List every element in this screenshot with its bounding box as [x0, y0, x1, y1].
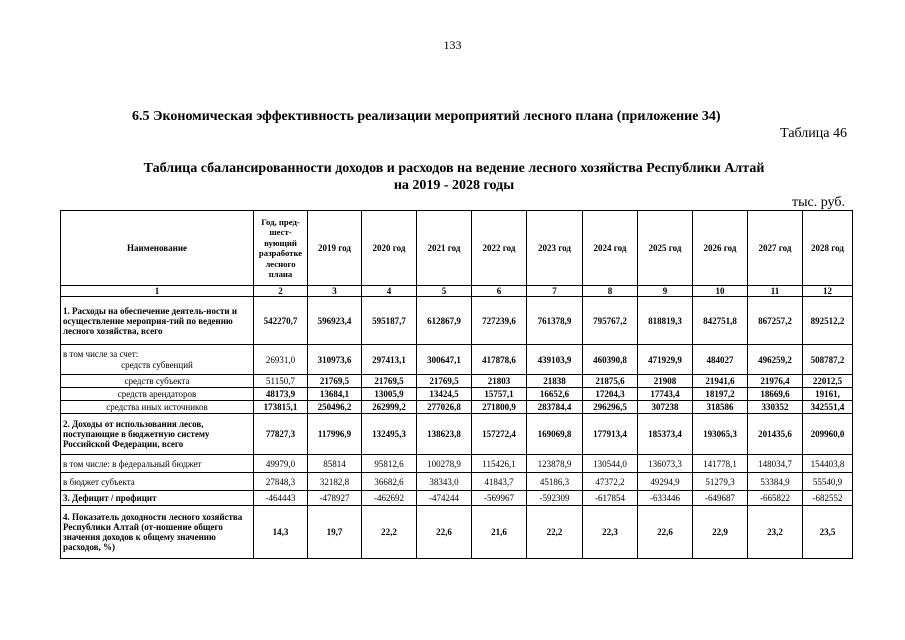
- cell-value: 47372,2: [583, 473, 638, 491]
- header-previous-year: Год, пред-шест-вующий разработке лесного плана: [254, 211, 308, 286]
- cell-value: 49294,9: [638, 473, 693, 491]
- cell-value: 51279,3: [693, 473, 748, 491]
- balance-table: [60, 210, 853, 559]
- cell-value: 484027: [693, 345, 748, 375]
- cell-value: 148034,7: [748, 455, 803, 473]
- cell-value: -478927: [308, 491, 362, 506]
- row-name-prefix: в том числе за счет:: [63, 348, 139, 359]
- cell-value: 51150,7: [254, 375, 308, 388]
- cell-value: 18197,2: [693, 388, 748, 401]
- section-title: 6.5 Экономическая эффективность реализации мероприятий лесного плана (приложение 34): [132, 109, 721, 124]
- cell-value: -464443: [254, 491, 308, 506]
- cell-value: 310973,6: [308, 345, 362, 375]
- page-number: 133: [443, 38, 462, 52]
- header-year: 2022 год: [472, 211, 527, 286]
- cell-value: 892512,2: [803, 297, 853, 345]
- cell-value: -617854: [583, 491, 638, 506]
- cell-value: 417878,6: [472, 345, 527, 375]
- cell-value: 154403,8: [803, 455, 853, 473]
- cell-value: 22,6: [417, 506, 472, 559]
- cell-value: 21803: [472, 375, 527, 388]
- cell-value: 22,2: [362, 506, 417, 559]
- cell-value: 38343,0: [417, 473, 472, 491]
- row-name: 2. Доходы от использования лесов, поступающие в бюджетную систему Российской Федерации, всего: [61, 414, 254, 455]
- cell-value: 21838: [527, 375, 583, 388]
- cell-value: 297413,1: [362, 345, 417, 375]
- cell-value: 117996,9: [308, 414, 362, 455]
- cell-value: 21769,5: [308, 375, 362, 388]
- cell-value: 21976,4: [748, 375, 803, 388]
- cell-value: 818819,3: [638, 297, 693, 345]
- cell-value: 48173,9: [254, 388, 308, 401]
- cell-value: 136073,3: [638, 455, 693, 473]
- table-row: [61, 388, 853, 401]
- cell-value: 250496,2: [308, 401, 362, 414]
- cell-value: 307238: [638, 401, 693, 414]
- units-label: тыс. руб.: [792, 195, 845, 210]
- cell-value: 318586: [693, 401, 748, 414]
- header-name: Наименование: [61, 211, 254, 286]
- cell-value: 542270,7: [254, 297, 308, 345]
- col-index: 3: [308, 286, 362, 297]
- col-index: 2: [254, 286, 308, 297]
- cell-value: 53384,9: [748, 473, 803, 491]
- col-index: 7: [527, 286, 583, 297]
- row-name: в бюджет субъекта: [61, 473, 254, 491]
- cell-value: 16652,6: [527, 388, 583, 401]
- col-index: 4: [362, 286, 417, 297]
- cell-value: 342551,4: [803, 401, 853, 414]
- cell-value: 27848,3: [254, 473, 308, 491]
- cell-value: 201435,6: [748, 414, 803, 455]
- table-number: Таблица 46: [780, 126, 847, 141]
- table-row: [61, 375, 853, 388]
- cell-value: -649687: [693, 491, 748, 506]
- cell-value: 21941,6: [693, 375, 748, 388]
- header-year: 2024 год: [583, 211, 638, 286]
- cell-value: 32182,8: [308, 473, 362, 491]
- cell-value: 761378,9: [527, 297, 583, 345]
- cell-value: 19,7: [308, 506, 362, 559]
- cell-value: 277026,8: [417, 401, 472, 414]
- cell-value: -592309: [527, 491, 583, 506]
- table-title-line2: на 2019 - 2028 годы: [393, 178, 515, 193]
- cell-value: 193065,3: [693, 414, 748, 455]
- cell-value: 100278,9: [417, 455, 472, 473]
- cell-value: 209960,0: [803, 414, 853, 455]
- cell-value: -474244: [417, 491, 472, 506]
- row-name: 3. Дефицит / профицит: [61, 491, 254, 506]
- cell-value: -633446: [638, 491, 693, 506]
- cell-value: -665822: [748, 491, 803, 506]
- cell-value: 185373,4: [638, 414, 693, 455]
- table-row: [61, 297, 853, 345]
- cell-value: 13684,1: [308, 388, 362, 401]
- header-year: 2021 год: [417, 211, 472, 286]
- cell-value: 471929,9: [638, 345, 693, 375]
- header-row: [61, 211, 853, 286]
- header-year: 2027 год: [748, 211, 803, 286]
- col-index: 6: [472, 286, 527, 297]
- cell-value: 55540,9: [803, 473, 853, 491]
- header-year: 2025 год: [638, 211, 693, 286]
- cell-value: 22,2: [527, 506, 583, 559]
- table-row: [61, 491, 853, 506]
- row-name: в том числе: в федеральный бюджет: [61, 455, 254, 473]
- cell-value: 22,6: [638, 506, 693, 559]
- row-name: [61, 345, 254, 375]
- cell-value: 795767,2: [583, 297, 638, 345]
- cell-value: -682552: [803, 491, 853, 506]
- cell-value: 14,3: [254, 506, 308, 559]
- cell-value: 77827,3: [254, 414, 308, 455]
- row-name: 4. Показатель доходности лесного хозяйства Республики Алтай (от-ношение общего значения доходов к общему значению расходов, %): [61, 506, 254, 559]
- table-title-line1: Таблица сбалансированности доходов и расходов на ведение лесного хозяйства Республики Алтай: [143, 161, 765, 176]
- cell-value: 596923,4: [308, 297, 362, 345]
- header-year: 2026 год: [693, 211, 748, 286]
- cell-value: -462692: [362, 491, 417, 506]
- cell-value: 95812,6: [362, 455, 417, 473]
- cell-value: 508787,2: [803, 345, 853, 375]
- table-row: [61, 455, 853, 473]
- cell-value: 177913,4: [583, 414, 638, 455]
- row-name: средств субъекта: [61, 375, 254, 388]
- cell-value: 296296,5: [583, 401, 638, 414]
- cell-value: 49979,0: [254, 455, 308, 473]
- cell-value: 17204,3: [583, 388, 638, 401]
- header-year: 2019 год: [308, 211, 362, 286]
- row-name-sub: средств субвенций: [121, 359, 193, 370]
- col-index: 1: [61, 286, 254, 297]
- table-row: [61, 414, 853, 455]
- cell-value: 19161,: [803, 388, 853, 401]
- cell-value: 330352: [748, 401, 803, 414]
- row-name: средств арендаторов: [61, 388, 254, 401]
- cell-value: 21769,5: [417, 375, 472, 388]
- cell-value: 45186,3: [527, 473, 583, 491]
- cell-value: 22,3: [583, 506, 638, 559]
- cell-value: 123878,9: [527, 455, 583, 473]
- cell-value: 157272,4: [472, 414, 527, 455]
- cell-value: 141778,1: [693, 455, 748, 473]
- cell-value: 867257,2: [748, 297, 803, 345]
- cell-value: 115426,1: [472, 455, 527, 473]
- cell-value: 439103,9: [527, 345, 583, 375]
- cell-value: 23,5: [803, 506, 853, 559]
- cell-value: 85814: [308, 455, 362, 473]
- col-index: 8: [583, 286, 638, 297]
- cell-value: 18669,6: [748, 388, 803, 401]
- cell-value: 17743,4: [638, 388, 693, 401]
- cell-value: 26931,0: [254, 345, 308, 375]
- cell-value: 21769,5: [362, 375, 417, 388]
- cell-value: 173815,1: [254, 401, 308, 414]
- cell-value: 130544,0: [583, 455, 638, 473]
- cell-value: 612867,9: [417, 297, 472, 345]
- row-name: 1. Расходы на обеспечение деятель-ности и осуществление мероприя-тий по ведению лесного хозяйства, всего: [61, 297, 254, 345]
- cell-value: -569967: [472, 491, 527, 506]
- cell-value: 138623,8: [417, 414, 472, 455]
- cell-value: 21,6: [472, 506, 527, 559]
- table-row: [61, 401, 853, 414]
- cell-value: 15757,1: [472, 388, 527, 401]
- cell-value: 496259,2: [748, 345, 803, 375]
- cell-value: 22012,5: [803, 375, 853, 388]
- col-index: 11: [748, 286, 803, 297]
- cell-value: 460390,8: [583, 345, 638, 375]
- cell-value: 22,9: [693, 506, 748, 559]
- column-index-row: [61, 286, 853, 297]
- cell-value: 283784,4: [527, 401, 583, 414]
- table-row: [61, 473, 853, 491]
- col-index: 10: [693, 286, 748, 297]
- table-row: [61, 506, 853, 559]
- header-year: 2028 год: [803, 211, 853, 286]
- col-index: 5: [417, 286, 472, 297]
- cell-value: 132495,3: [362, 414, 417, 455]
- cell-value: 169069,8: [527, 414, 583, 455]
- cell-value: 300647,1: [417, 345, 472, 375]
- cell-value: 23,2: [748, 506, 803, 559]
- col-index: 9: [638, 286, 693, 297]
- header-year: 2023 год: [527, 211, 583, 286]
- cell-value: 842751,8: [693, 297, 748, 345]
- table-title: [60, 160, 848, 194]
- cell-value: 21908: [638, 375, 693, 388]
- header-year: 2020 год: [362, 211, 417, 286]
- row-name: средства иных источников: [61, 401, 254, 414]
- table-row: [61, 345, 853, 375]
- cell-value: 595187,7: [362, 297, 417, 345]
- col-index: 12: [803, 286, 853, 297]
- cell-value: 13424,5: [417, 388, 472, 401]
- cell-value: 271800,9: [472, 401, 527, 414]
- cell-value: 13005,9: [362, 388, 417, 401]
- cell-value: 41843,7: [472, 473, 527, 491]
- cell-value: 262999,2: [362, 401, 417, 414]
- cell-value: 36682,6: [362, 473, 417, 491]
- cell-value: 21875,6: [583, 375, 638, 388]
- cell-value: 727239,6: [472, 297, 527, 345]
